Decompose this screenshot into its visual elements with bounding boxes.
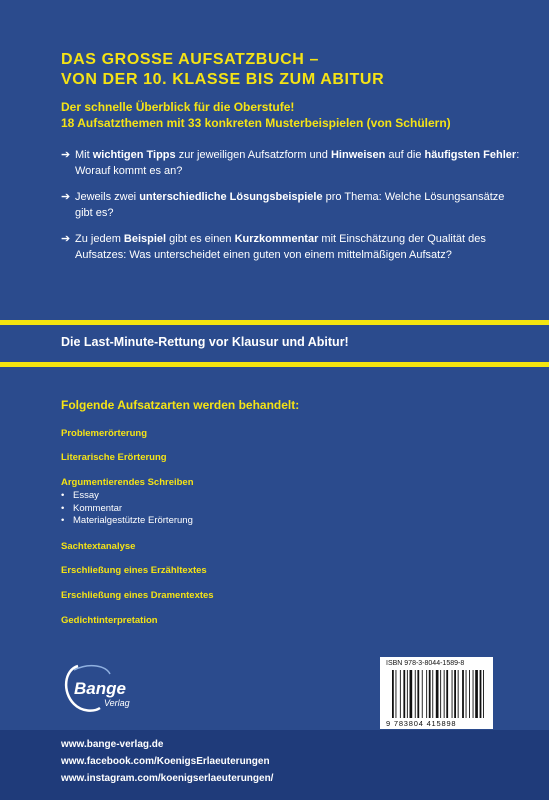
essay-type-gedicht: Gedichtinterpretation [61, 615, 158, 626]
arrow-right-icon: ➔ [61, 149, 71, 161]
headline [61, 50, 521, 90]
feature-emphasis: Kurzkommentar [234, 233, 319, 245]
feature-text: Zu jedem [75, 233, 124, 245]
essay-type-problem: Problemerörterung [61, 428, 148, 439]
essay-type-argument: Argumentierendes Schreiben [61, 477, 194, 488]
essay-type-sachtext: Sachtextanalyse [61, 541, 136, 552]
barcode-bar [462, 670, 464, 718]
barcode-bar [403, 670, 405, 718]
subtype-item: • Materialgestützte Erörterung [61, 515, 193, 526]
barcode-bar [436, 670, 439, 718]
barcode-bar [469, 670, 470, 718]
barcode-bar [444, 670, 445, 718]
banner-text: Die Last-Minute-Rettung vor Klausur und Abitur! [61, 335, 349, 349]
banner-inner [0, 325, 549, 362]
subheadline-line-2: 18 Aufsatzthemen mit 33 konkreten Musterbeispielen (von Schülern) [61, 116, 451, 130]
subheadline-line-1: Der schnelle Überblick für die Oberstufe! [61, 100, 295, 114]
feature-emphasis: wichtigen Tipps [92, 149, 176, 161]
barcode-bar [483, 670, 484, 718]
footer-link-facebook[interactable]: www.facebook.com/KoenigsErlaeuterungen [61, 756, 270, 767]
barcode-bar [426, 670, 427, 718]
barcode-bar [392, 670, 394, 718]
headline-line-1: DAS GROSSE AUFSATZBUCH – [61, 51, 319, 68]
logo-sub-text: Verlag [104, 698, 130, 708]
barcode-bar [422, 670, 423, 718]
feature-item [61, 147, 521, 179]
feature-text: : Worauf kommt es an? [75, 149, 520, 177]
barcode-icon [392, 670, 484, 718]
bullet-dot-icon: • [61, 490, 65, 501]
barcode-bar [446, 670, 448, 718]
barcode-bar [473, 670, 474, 718]
barcode-bar [466, 670, 467, 718]
barcode-bar [480, 670, 482, 718]
feature-text: pro Thema: Welche Lösungsansätze gibt es? [75, 191, 505, 219]
feature-text: mit Einschätzung der Qualität des Aufsatzes: Was unterscheidet einen guten von einem mittelmäßigen Aufsatz? [75, 233, 486, 261]
essay-type-drama: Erschließung eines Dramentextes [61, 590, 214, 601]
bullet-dot-icon: • [61, 502, 65, 514]
barcode-bar [454, 670, 456, 718]
barcode-bar [417, 670, 419, 718]
isbn-digits: 9 783804 415898 [386, 719, 457, 728]
barcode-bar [396, 670, 397, 718]
barcode-bar [452, 670, 453, 718]
feature-text: gibt es einen [166, 233, 235, 245]
barcode-bar [410, 670, 413, 718]
barcode-bar [415, 670, 416, 718]
barcode-bar [432, 670, 433, 718]
feature-text: auf die [385, 149, 425, 161]
barcode-bar [458, 670, 459, 718]
barcode-bar [440, 670, 441, 718]
feature-text: Jeweils zwei [75, 191, 140, 203]
footer [0, 730, 549, 800]
feature-emphasis: häufigsten Fehler [424, 149, 517, 161]
arrow-right-icon: ➔ [61, 233, 71, 245]
subtype-item: • Kommentar [61, 502, 123, 514]
isbn-label: ISBN 978-3-8044-1589-8 [386, 660, 465, 667]
essay-types-title: Folgende Aufsatzarten werden behandelt: [61, 398, 300, 412]
headline-line-2: VON DER 10. KLASSE BIS ZUM ABITUR [61, 71, 385, 88]
footer-link-instagram[interactable]: www.instagram.com/koenigserlaeuterungen/ [61, 773, 274, 784]
subheadline [61, 99, 531, 131]
essay-type-erzaehl: Erschließung eines Erzähltextes [61, 565, 207, 576]
essay-type-literarisch: Literarische Erörterung [61, 452, 167, 463]
footer-link-website[interactable]: www.bange-verlag.de [61, 739, 164, 750]
bange-logo [60, 660, 150, 714]
feature-emphasis: Beispiel [123, 233, 167, 245]
feature-list [61, 147, 521, 273]
logo-main-text: Bange [74, 679, 126, 698]
feature-emphasis: unterschiedliche Lösungsbeispiele [139, 191, 323, 203]
feature-emphasis: Hinweisen [330, 149, 386, 161]
feature-text: zur jeweiligen Aufsatzform und [175, 149, 331, 161]
logo-arc-icon [74, 666, 110, 674]
banner [0, 320, 549, 367]
barcode-bar [407, 670, 408, 718]
barcode-box [380, 657, 493, 729]
barcode-bar [400, 670, 401, 718]
barcode-bar [475, 670, 478, 718]
barcode-bar [429, 670, 431, 718]
subtype-item: • Essay [61, 490, 99, 501]
argument-subtypes [61, 490, 193, 528]
bullet-dot-icon: • [61, 515, 65, 526]
feature-item [61, 231, 521, 263]
feature-item [61, 189, 521, 221]
arrow-right-icon: ➔ [61, 191, 71, 203]
feature-text: Mit [75, 149, 93, 161]
